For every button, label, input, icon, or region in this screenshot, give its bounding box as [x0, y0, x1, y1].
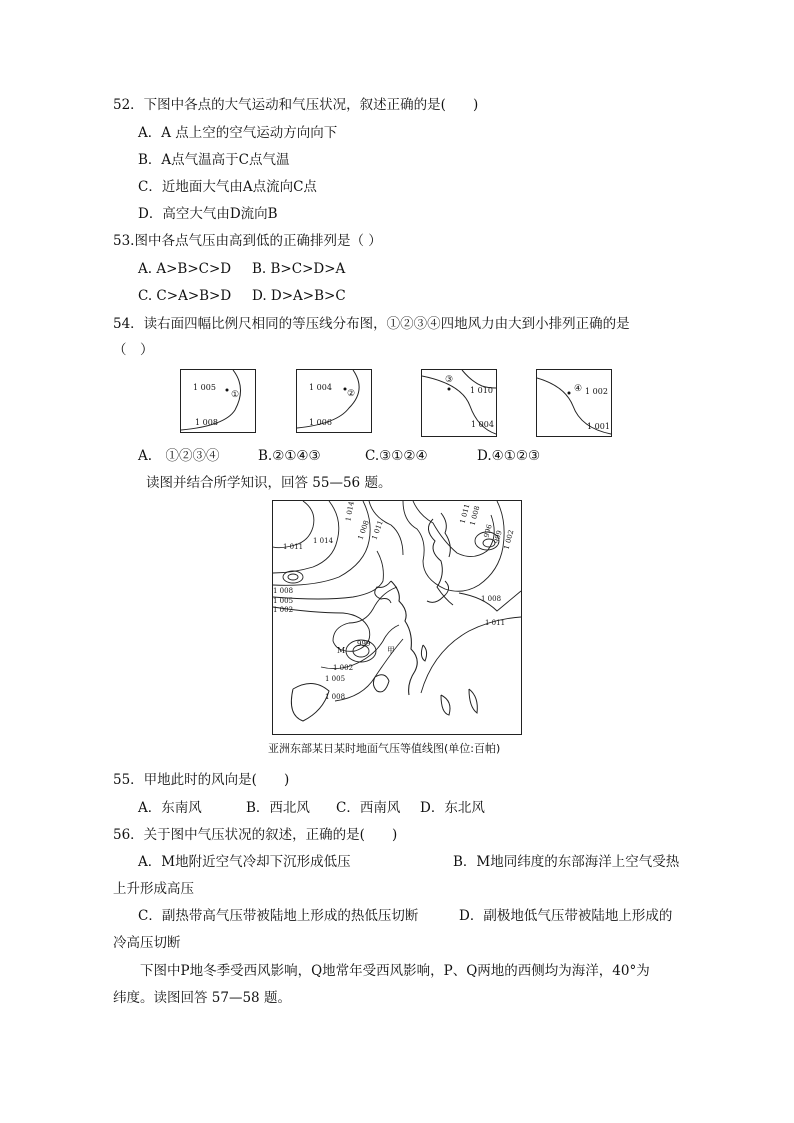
- isobar-label-bottom-1: 1 008: [195, 418, 218, 427]
- map-label-1008d: 1 008: [356, 519, 371, 541]
- q54-option-b: B.②①④③: [258, 448, 321, 464]
- map-caption: 亚洲东部某日某时地面气压等值线图(单位:百帕): [268, 742, 501, 755]
- map-label-jia: 甲: [387, 646, 395, 655]
- q52-option-a: A．A 点上空的空气运动方向向下: [138, 125, 338, 141]
- map-label-1014: 1 014: [313, 537, 334, 545]
- map-label-1002c: 1 002: [502, 529, 516, 551]
- q56-stem: 56．关于图中气压状况的叙述，正确的是( ): [113, 827, 398, 843]
- isobar-label-top-1: 1 005: [193, 383, 216, 392]
- isobar-panel-4: [536, 369, 612, 437]
- q55-option-a: A．东南风: [138, 800, 202, 816]
- map-label-m: M: [337, 646, 346, 655]
- map-label-1002b: 1 002: [333, 664, 354, 672]
- intro-57-58-line1: 下图中P地冬季受西风影响，Q地常年受西风影响，P、Q两地的西侧均为海洋，40°为: [140, 963, 650, 979]
- map-label-1011a: 1 011: [283, 543, 304, 551]
- q54-option-d: D.④①②③: [477, 448, 541, 464]
- map-label-1005b: 1 005: [325, 675, 346, 683]
- map-label-1014b: 1 014: [344, 501, 356, 522]
- map-label-1008: 1 008: [273, 587, 294, 595]
- map-label-999b: 999: [492, 529, 504, 545]
- q56-option-c: C．副热带高气压带被陆地上形成的热低压切断: [138, 908, 419, 924]
- q52-option-d: D．高空大气由D流向B: [138, 206, 278, 222]
- q53-option-c: C. C>A>B>D: [138, 288, 232, 304]
- isobar-label-bottom-3: 1 004: [471, 420, 494, 429]
- isobar-panel-3: [421, 369, 497, 437]
- point-marker-2: ②: [347, 389, 356, 399]
- q52-option-c: C．近地面大气由A点流向C点: [138, 179, 317, 195]
- map-label-1011c: 1 011: [370, 519, 385, 541]
- q53-option-a: A. A>B>C>D: [138, 261, 232, 277]
- isobar-label-top-2: 1 004: [309, 383, 332, 392]
- pressure-map-drawing: [273, 501, 521, 734]
- q55-stem: 55．甲地此时的风向是( ): [113, 772, 290, 788]
- q56-option-b-cont: 上升形成高压: [113, 881, 194, 897]
- map-label-996: 996: [482, 523, 494, 539]
- q52-stem: 52．下图中各点的大气运动和气压状况，叙述正确的是( ): [113, 97, 479, 113]
- map-label-1008e: 1 008: [468, 505, 482, 527]
- q55-option-d: D．东北风: [420, 800, 485, 816]
- q54-option-c: C.③①②④: [365, 448, 428, 464]
- isobar-panel-1: [180, 369, 256, 433]
- map-label-1005: 1 005: [273, 597, 294, 605]
- map-label-1008b: 1 008: [325, 693, 346, 701]
- isobar-lines-1: [181, 370, 255, 432]
- intro-57-58-line2: 纬度。读图回答 57—58 题。: [113, 990, 291, 1006]
- isobar-label-bottom-2: 1 006: [309, 418, 332, 427]
- map-label-1011b: 1 011: [485, 619, 506, 627]
- q53-option-d: D. D>A>B>C: [252, 288, 346, 304]
- map-label-1011d: 1 011: [458, 503, 472, 525]
- q55-option-c: C．西南风: [336, 800, 401, 816]
- q54-paren: （ ）: [113, 342, 154, 358]
- isobar-panel-2: [296, 369, 372, 433]
- q55-option-b: B．西北风: [246, 800, 310, 816]
- q54-option-a: A. ①②③④: [138, 448, 220, 464]
- point-marker-3: ③: [445, 375, 454, 385]
- q56-option-d: D．副极地低气压带被陆地上形成的: [459, 908, 673, 924]
- pressure-map: [272, 500, 522, 735]
- q53-option-b: B. B>C>D>A: [252, 261, 346, 277]
- map-label-999: 999: [357, 640, 371, 648]
- q56-option-d-cont: 冷高压切断: [113, 935, 181, 951]
- q56-option-a: A．M地附近空气冷却下沉形成低压: [138, 854, 351, 870]
- point-marker-1: ①: [231, 390, 240, 400]
- map-label-1002: 1 002: [273, 606, 294, 614]
- q52-option-b: B．A点气温高于C点气温: [138, 152, 290, 168]
- q53-stem: 53.图中各点气压由高到低的正确排列是（ ）: [113, 233, 382, 249]
- point-marker-4: ④: [574, 384, 583, 394]
- map-label-1008c: 1 008: [481, 595, 502, 603]
- isobar-label-top-3: 1 010: [470, 386, 493, 395]
- q54-stem: 54．读右面四幅比例尺相同的等压线分布图，①②③④四地风力由大到小排列正确的是: [113, 316, 630, 332]
- intro-55-56: 读图并结合所学知识，回答 55—56 题。: [146, 475, 392, 491]
- isobar-label-top-4: 1 002: [585, 387, 608, 396]
- q56-option-b: B．M地同纬度的东部海洋上空气受热: [453, 854, 680, 870]
- isobar-label-bottom-4: 1 001: [587, 422, 610, 431]
